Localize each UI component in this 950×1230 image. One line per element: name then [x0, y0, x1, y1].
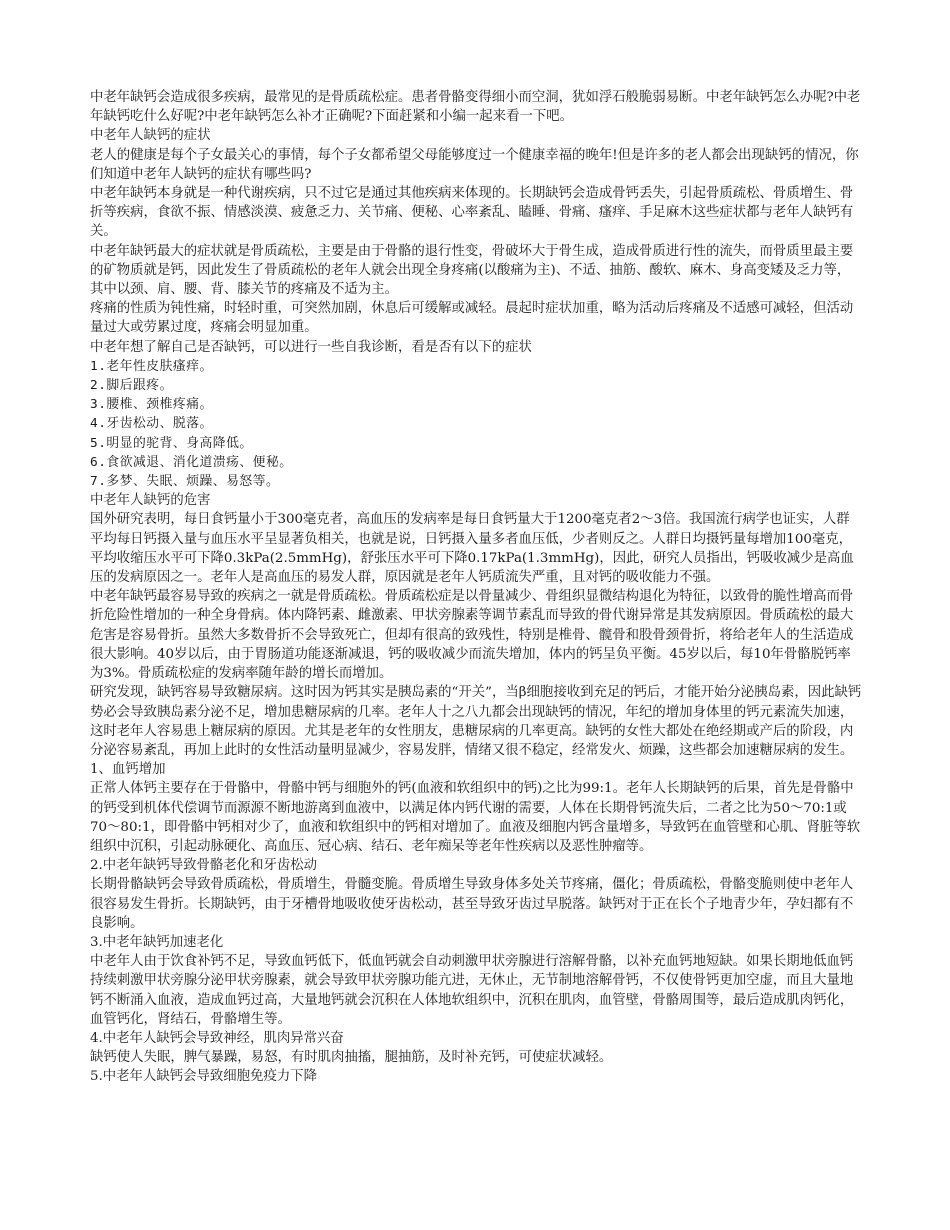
symptom-list-item: 2.脚后跟疼。 [90, 378, 173, 394]
subheading: 2.中老年缺钙导致骨骼老化和牙齿松动 [90, 858, 318, 874]
symptom-list-item: 7.多梦、失眠、烦躁、易怒等。 [90, 474, 280, 490]
paragraph: 国外研究表明，每日食钙量小于300毫克者，高血压的发病率是每日食钙量大于1200毫克者2～3倍。我国流行病学也证实，人群平均每日钙摄入量与血压水平呈显著负相关，也就是说，日钙摄入量多者血压低，少者则反之。人群日均摄钙量每增加100毫克，平均收缩压水平可下降0.3kPa(2.5mmHg)，舒张压水平可下降0.17kPa(1.3mmHg)，因此，研究人员指出，钙吸收减少是高血压的发病原因之一。老年人是高血压的易发人群，原因就是老年人钙质流失严重，且对钙的吸收能力不强。 [90, 512, 854, 586]
intro-paragraph: 中老年缺钙会造成很多疾病，最常见的是骨质疏松症。患者骨骼变得细小而空洞，犹如浮石般脆弱易断。中老年缺钙怎么办呢?中老年缺钙吃什么好呢?中老年缺钙怎么补才正确呢?下面赶紧和小编一起来看一下吧。 [90, 90, 861, 125]
paragraph: 中老年缺钙本身就是一种代谢疾病，只不过它是通过其他疾病来体现的。长期缺钙会造成骨钙丢失，引起骨质疏松、骨质增生、骨折等疾病，食欲不振、情感淡漠、疲惫乏力、关节痛、便秘、心率紊乱、瞌睡、骨痛、瘙痒、手足麻木这些症状都与老年人缺钙有关。 [90, 186, 854, 240]
symptom-list-item: 1.老年性皮肤瘙痒。 [90, 358, 213, 374]
paragraph: 中老年缺钙最容易导致的疾病之一就是骨质疏松。骨质疏松症是以骨量减少、骨组织显微结构退化为特征，以致骨的脆性增高而骨折危险性增加的一种全身骨病。体内降钙素、雌激素、甲状旁腺素等调节素乱而导致的骨代谢异常是其发病原因。骨质疏松的最大危害是容易骨折。虽然大多数骨折不会导致死亡，但却有很高的致残性，特别是椎骨、髋骨和股骨颈骨折，将给老年人的生活造成很大影响。40岁以后，由于胃肠道功能逐渐减退，钙的吸收减少而流失增加，体内的钙呈负平衡。45岁以后，每10年骨骼脱钙率为3%。骨质疏松症的发病率随年龄的增长而增加。 [90, 589, 854, 682]
paragraph: 老人的健康是每个子女最关心的事情，每个子女都希望父母能够度过一个健康幸福的晚年!但是许多的老人都会出现缺钙的情况，你们知道中老年人缺钙的症状有哪些吗? [90, 147, 859, 182]
symptom-list-item: 6.食欲减退、消化道溃疡、便秘。 [90, 454, 293, 470]
paragraph: 中老年人由于饮食补钙不足，导致血钙低下，低血钙就会自动刺激甲状旁腺进行溶解骨骼，以补充血钙地短缺。如果长期地低血钙持续刺激甲状旁腺分泌甲状旁腺素，就会导致甲状旁腺功能亢进，无休止，无节制地溶解骨钙，不仅使骨钙更加空虚，而且大量地钙不断涌入血液，造成血钙过高，大量地钙就会沉积在人体地软组织中，沉积在肌肉，血管壁，骨骼周围等，最后造成肌肉钙化，血管钙化，肾结石，骨骼增生等。 [90, 954, 854, 1027]
subheading: 1、血钙增加 [90, 762, 166, 778]
section-heading-symptoms: 中老年人缺钙的症状 [90, 128, 211, 144]
subheading: 3.中老年缺钙加速老化 [90, 934, 224, 950]
paragraph: 正常人体钙主要存在于骨骼中，骨骼中钙与细胞外的钙(血液和软组织中的钙)之比为99:1。老年人长期缺钙的后果，首先是骨骼中的钙受到机体代偿调节而源源不断地游离到血液中，以满足体内钙代谢的需要，人体在长期骨钙流失后，二者之比为50～70:1或70～80:1，即骨骼中钙相对少了，血液和软组织中的钙相对增加了。血液及细胞内钙含量增多，导致钙在血管壁和心肌、肾脏等软组织中沉积，引起动脉硬化、高血压、冠心病、结石、老年痴呆等老年性疾病以及恶性肿瘤等。 [90, 781, 861, 854]
paragraph: 研究发现，缺钙容易导致糖尿病。这时因为钙其实是胰岛素的“开关”，当β细胞接收到充足的钙后，才能开始分泌胰岛素，因此缺钙势必会导致胰岛素分泌不足，增加患糖尿病的几率。老年人十之八九都会出现缺钙的情况，年纪的增加身体里的钙元素流失加速，这时老年人容易患上糖尿病的原因。尤其是老年的女性朋友，患糖尿病的几率更高。缺钙的女性大都处在绝经期或产后的阶段，内分泌容易紊乱，再加上此时的女性活动量明显减少，容易发胖，情绪又很不稳定，经常发火、烦躁，这些都会加速糖尿病的发生。 [90, 685, 862, 758]
section-heading-harms: 中老年人缺钙的危害 [90, 493, 211, 509]
paragraph: 疼痛的性质为钝性痛，时轻时重，可突然加剧，休息后可缓解或减轻。晨起时症状加重，略为活动后疼痛及不适感可减轻，但活动量过大或劳累过度，疼痛会明显加重。 [90, 301, 854, 336]
subheading: 4.中老年人缺钙会导致神经，肌肉异常兴奋 [90, 1030, 344, 1046]
paragraph: 长期骨骼缺钙会导致骨质疏松，骨质增生，骨髓变脆。骨质增生导致身体多处关节疼痛，僵化；骨质疏松，骨骼变脆则使中老年人很容易发生骨折。长期缺钙，由于牙槽骨地吸收使牙齿松动，甚至导致牙齿过早脱落。缺钙对于正在长个子地青少年，孕妇都有不良影响。 [90, 877, 854, 931]
paragraph: 中老年想了解自己是否缺钙，可以进行一些自我诊断，看是否有以下的症状 [90, 339, 532, 355]
paragraph: 中老年缺钙最大的症状就是骨质疏松，主要是由于骨骼的退行性变，骨破坏大于骨生成，造成骨质进行性的流失，而骨质里最主要的矿物质就是钙，因此发生了骨质疏松的老年人就会出现全身疼痛(以酸痛为主)、不适、抽筋、酸软、麻木、身高变矮及乏力等，其中以颈、肩、腰、背、膝关节的疼痛及不适为主。 [90, 243, 854, 298]
paragraph: 缺钙使人失眠，脾气暴躁，易怒，有时肌肉抽搐，腿抽筋，及时补充钙，可使症状减轻。 [90, 1050, 613, 1066]
symptom-list-item: 3.腰椎、颈椎疼痛。 [90, 397, 213, 413]
subheading: 5.中老年人缺钙会导致细胞免疫力下降 [90, 1069, 318, 1085]
symptom-list-item: 4.牙齿松动、脱落。 [90, 416, 213, 432]
symptom-list-item: 5.明显的驼背、身高降低。 [90, 435, 253, 451]
